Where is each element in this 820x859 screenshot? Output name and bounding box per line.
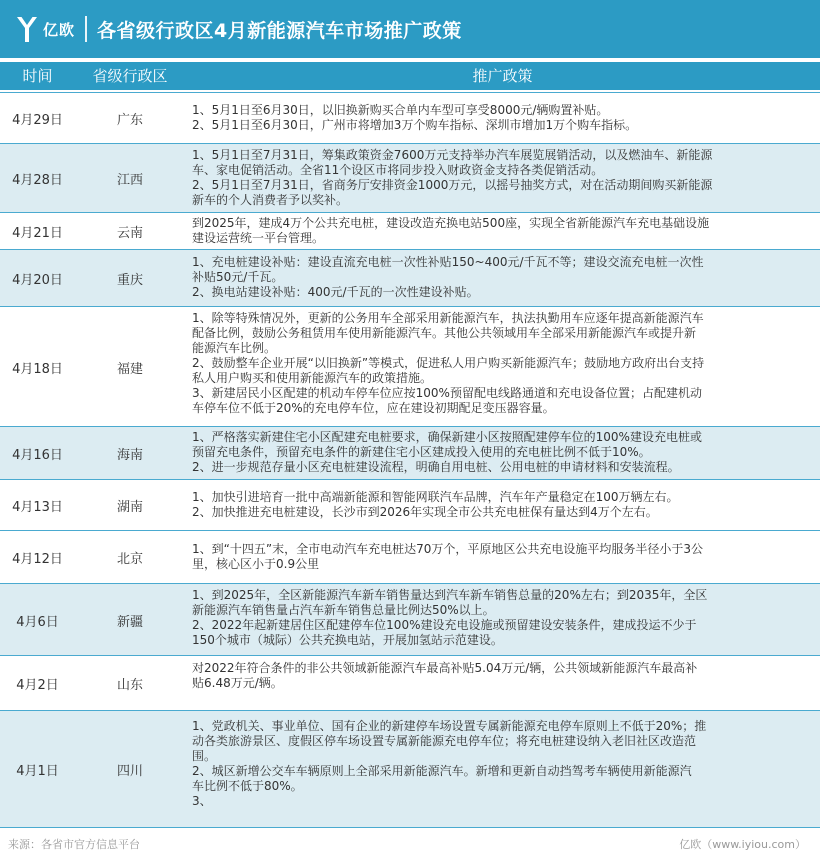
page-header xyxy=(0,0,820,58)
policy-line: 车比例不低于80%。 xyxy=(192,779,303,793)
row-province: 四川 xyxy=(116,764,143,779)
policy-line: 配备比例，鼓励公务租赁用车使用新能源汽车。其他公共领域用车全部采用新能源汽车或提升新 xyxy=(192,326,697,340)
policy-line: 补贴50元/千瓦。 xyxy=(192,270,284,284)
row-province: 湖南 xyxy=(116,500,143,515)
table-row xyxy=(0,479,820,531)
policy-line: 1、到“十四五”末，全市电动汽车充电桩达70万个，平原地区公共充电设施平均服务半径小于3公 xyxy=(192,542,703,556)
policy-line: 新能源汽车销售量占汽车新车销售总量比例达50%以上。 xyxy=(192,603,495,617)
row-date: 4月18日 xyxy=(12,361,63,377)
row-province: 广东 xyxy=(116,113,143,128)
row-province: 海南 xyxy=(116,448,143,463)
row-policy xyxy=(192,103,812,133)
column-header-time: 时间 xyxy=(22,67,53,85)
row-date: 4月13日 xyxy=(12,500,63,515)
policy-line: 1、党政机关、事业单位、国有企业的新建停车场设置专属新能源充电停车原则上不低于20%；推 xyxy=(192,719,707,733)
row-province: 新疆 xyxy=(116,614,143,630)
policy-line: 车停车位不低于20%的充电停车位，应在建设初期配足变压器容量。 xyxy=(192,401,555,415)
row-policy xyxy=(192,148,812,208)
table-row xyxy=(0,583,820,656)
row-date: 4月28日 xyxy=(12,173,63,188)
row-date: 4月6日 xyxy=(16,614,59,630)
row-policy xyxy=(192,719,812,809)
table-row xyxy=(0,530,820,584)
row-date: 4月2日 xyxy=(16,678,59,693)
policy-line: 2、5月1日至7月31日，省商务厅安排资金1000万元，以摇号抽奖方式，对在活动期间购买新能源 xyxy=(192,178,713,192)
policy-line: 1、加快引进培育一批中高端新能源和智能网联汽车品牌，汽车年产量稳定在100万辆左右。 xyxy=(192,490,679,504)
policy-line: 2、进一步规范存量小区充电桩建设流程，明确自用电桩、公用电桩的申请材料和安装流程。 xyxy=(192,460,680,474)
source-note: 来源：各省市官方信息平台 xyxy=(8,838,140,851)
policy-line: 贴6.48万元/辆。 xyxy=(192,676,283,690)
table-row xyxy=(0,306,820,427)
policy-line: 1、5月1日至6月30日，以旧换新购买合单内车型可享受8000元/辆购置补贴。 xyxy=(192,103,609,117)
policy-line: 建设运营统一平台管理。 xyxy=(192,231,325,245)
row-date: 4月21日 xyxy=(12,226,63,241)
policy-line: 新车的个人消费者予以奖补。 xyxy=(192,193,349,207)
row-province: 北京 xyxy=(116,552,143,567)
row-policy xyxy=(192,311,812,416)
policy-line: 1、充电桩建设补贴：建设直流充电桩一次性补贴150~400元/千瓦不等；建设交流充电桩一次性 xyxy=(192,255,704,269)
policy-line: 动各类旅游景区、度假区停车场设置专属新能源充电停车位；将充电桩建设纳入老旧社区改造范 xyxy=(192,734,697,748)
column-header xyxy=(0,62,820,90)
row-policy xyxy=(192,255,812,300)
policy-line: 1、严格落实新建住宅小区配建充电桩要求，确保新建小区按照配建停车位的100%建设充电桩或 xyxy=(192,430,702,444)
policy-line: 围。 xyxy=(192,749,217,763)
table-row xyxy=(0,212,820,250)
table-row xyxy=(0,710,820,828)
row-policy xyxy=(192,542,812,572)
policy-line: 150个城市（城际）公共充换电站，开展加氢站示范建设。 xyxy=(192,633,503,647)
policy-line: 2、5月1日至6月30日，广州市将增加3万个购车指标、深圳市增加1万个购车指标。 xyxy=(192,118,638,132)
column-header-province: 省级行政区 xyxy=(92,67,168,85)
policy-line: 3、 xyxy=(192,794,212,808)
policy-line: 2、城区新增公交车车辆原则上全部采用新能源汽车。新增和更新自动挡驾考车辆使用新能源汽 xyxy=(192,764,692,778)
policy-line: 3、新建居民小区配建的机动车停车位应按100%预留配电线路通道和充电设备位置；占配建机动 xyxy=(192,386,702,400)
policy-line: 1、除等特殊情况外，更新的公务用车全部采用新能源汽车，执法执勤用车应逐年提高新能源汽车 xyxy=(192,311,704,325)
policy-line: 对2022年符合条件的非公共领域新能源汽车最高补贴5.04万元/辆，公共领域新能源汽车最高补 xyxy=(192,661,698,675)
policy-line: 2、加快推进充电桩建设，长沙市到2026年实现全市公共充电桩保有量达到4万个左右。 xyxy=(192,505,658,519)
table-row xyxy=(0,655,820,711)
row-date: 4月29日 xyxy=(12,113,63,128)
row-province: 福建 xyxy=(116,361,143,377)
brand-note: 亿欧（www.iyiou.com） xyxy=(679,838,806,851)
row-province: 山东 xyxy=(116,678,143,693)
policy-line: 1、5月1日至7月31日，筹集政策资金7600万元支持举办汽车展览展销活动，以及燃油车、新能源 xyxy=(192,148,713,162)
page-footer xyxy=(0,827,820,859)
table-row xyxy=(0,143,820,213)
row-province: 重庆 xyxy=(116,273,143,288)
logo xyxy=(14,0,75,58)
row-policy xyxy=(192,588,812,648)
logo-text: 亿欧 xyxy=(43,20,76,39)
table-row xyxy=(0,426,820,480)
policy-line: 2、鼓励整车企业开展“以旧换新”等模式，促进私人用户购买新能源汽车；鼓励地方政府出台支持 xyxy=(192,356,705,370)
policy-line: 2、换电站建设补贴：400元/千瓦的一次性建设补贴。 xyxy=(192,285,479,299)
header-divider xyxy=(85,16,87,42)
yiou-logo-icon xyxy=(14,14,40,44)
policy-line: 私人用户购买和使用新能源汽车的政策措施。 xyxy=(192,371,433,385)
policy-line: 2、2022年起新建居住区配建停车位100%建设充电设施或预留建设安装条件，建成投运不少于 xyxy=(192,618,697,632)
policy-line: 1、到2025年，全区新能源汽车新车销售量达到汽车新车销售总量的20%左右；到2035年，全区 xyxy=(192,588,708,602)
row-date: 4月20日 xyxy=(12,273,63,288)
page-title: 各省级行政区4月新能源汽车市场推广政策 xyxy=(97,19,462,42)
column-header-policy: 推广政策 xyxy=(472,67,533,85)
policy-line: 车、家电促销活动。全省11个设区市将同步投入财政资金支持各类促销活动。 xyxy=(192,163,604,177)
policy-line: 到2025年，建成4万个公共充电桩，建设改造充换电站500座，实现全省新能源汽车充电基础设施 xyxy=(192,216,710,230)
row-date: 4月12日 xyxy=(12,552,63,567)
table-row xyxy=(0,92,820,144)
table-row xyxy=(0,249,820,307)
row-province: 江西 xyxy=(116,173,143,188)
row-policy xyxy=(192,661,812,691)
row-policy xyxy=(192,216,812,246)
policy-line: 预留充电条件，预留充电条件的新建住宅小区建成投入使用的充电桩比例不低于10%。 xyxy=(192,445,651,459)
row-policy xyxy=(192,490,812,520)
row-date: 4月1日 xyxy=(16,764,59,779)
row-date: 4月16日 xyxy=(12,448,63,463)
policy-line: 能源汽车比例。 xyxy=(192,341,277,355)
row-policy xyxy=(192,430,812,475)
policy-line: 里，核心区小于0.9公里 xyxy=(192,557,320,571)
row-province: 云南 xyxy=(116,226,143,241)
